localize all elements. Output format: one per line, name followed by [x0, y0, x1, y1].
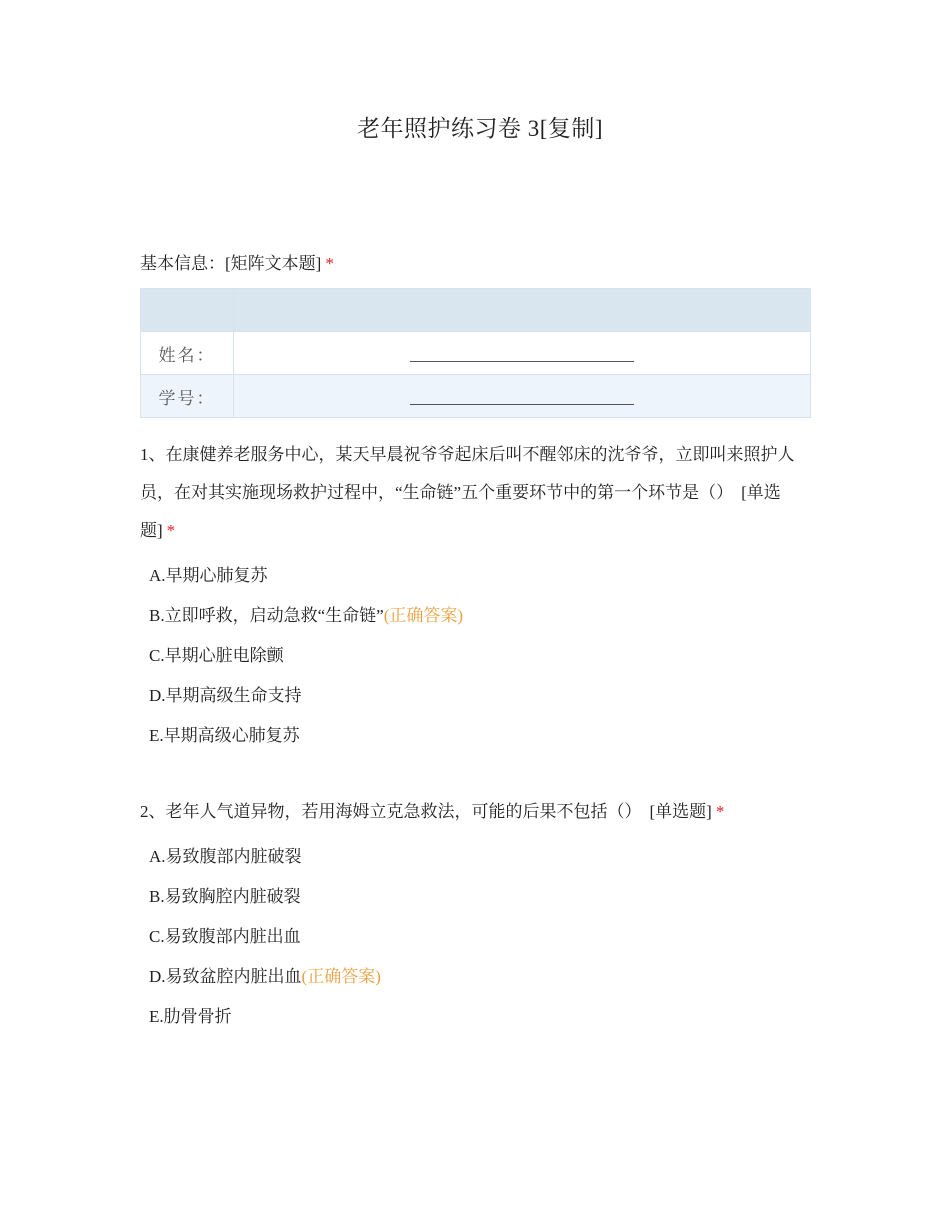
option-text: C.早期心脏电除颤 — [149, 646, 284, 665]
student-id-input-cell[interactable] — [234, 375, 811, 418]
option-d[interactable] — [149, 957, 812, 997]
required-mark: * — [166, 521, 176, 540]
name-field[interactable] — [410, 347, 634, 362]
correct-answer-tag: (正确答案) — [383, 606, 464, 625]
option-d[interactable] — [149, 676, 812, 716]
option-text: B.易致胸腔内脏破裂 — [149, 887, 301, 906]
name-input-cell[interactable] — [234, 332, 811, 375]
student-id-field[interactable] — [410, 390, 634, 405]
option-e[interactable] — [149, 716, 812, 756]
option-text: D.易致盆腔内脏出血 — [149, 967, 302, 986]
basic-info-table — [140, 288, 811, 418]
table-header-row — [141, 289, 811, 332]
table-row-name — [141, 332, 811, 375]
option-text: D.早期高级生命支持 — [149, 686, 302, 705]
question-1-stem: 1、在康健养老服务中心，某天早晨祝爷爷起床后叫不醒邻床的沈爷爷，立即叫来照护人员，在对其实施现场救护过程中，“生命链”五个重要环节中的第一个环节是（） — [140, 445, 795, 502]
option-text: E.肋骨骨折 — [149, 1007, 232, 1026]
table-header-cell — [141, 289, 234, 332]
question-2 — [140, 793, 812, 1037]
student-id-label: 学号： — [141, 375, 234, 418]
option-text: B.立即呼救，启动急救“生命链” — [149, 606, 384, 625]
option-e[interactable] — [149, 997, 812, 1037]
option-a[interactable] — [149, 837, 812, 877]
name-label: 姓名： — [141, 332, 234, 375]
basic-info-section — [140, 252, 812, 418]
required-mark: * — [715, 802, 725, 821]
question-2-text — [140, 793, 812, 831]
option-text: E.早期高级心肺复苏 — [149, 726, 300, 745]
option-c[interactable] — [149, 917, 812, 957]
option-c[interactable] — [149, 636, 812, 676]
option-text: A.易致腹部内脏破裂 — [149, 847, 302, 866]
table-row-student-id — [141, 375, 811, 418]
table-header-cell — [234, 289, 811, 332]
question-2-stem: 2、老年人气道异物，若用海姆立克急救法，可能的后果不包括（） — [140, 802, 642, 821]
option-b[interactable] — [149, 596, 812, 636]
option-text: A.早期心肺复苏 — [149, 566, 268, 585]
basic-info-label — [140, 252, 812, 276]
option-b[interactable] — [149, 877, 812, 917]
correct-answer-tag: (正确答案) — [301, 967, 381, 986]
question-1-options — [140, 556, 812, 756]
required-mark: * — [325, 254, 334, 273]
option-a[interactable] — [149, 556, 812, 596]
question-1 — [140, 436, 812, 756]
question-1-type: [单选题] — [140, 483, 781, 540]
question-2-options — [140, 837, 812, 1037]
question-1-text — [140, 436, 812, 550]
basic-info-label-text: 基本信息：[矩阵文本题] — [140, 254, 322, 273]
option-text: C.易致腹部内脏出血 — [149, 927, 301, 946]
page-title: 老年照护练习卷 3[复制] — [356, 116, 604, 141]
question-2-type: [单选题] — [649, 802, 712, 821]
